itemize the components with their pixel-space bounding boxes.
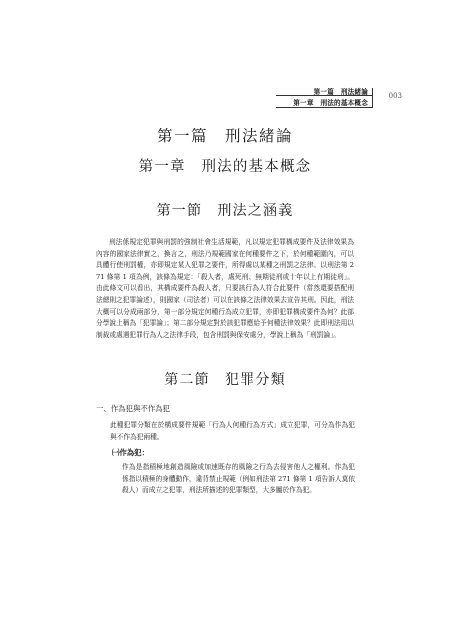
header-rule-bottom: [276, 107, 372, 108]
subsection-intro: 此種犯罪分類在於構成要件規範「行為人何種行為方式」成立犯罪，可分為作為犯與不作為犯兩種。: [110, 421, 355, 441]
section-title: 第一節 刑法之涵義: [156, 203, 294, 219]
item-paragraph: 作為是指積極地創造風險或加速既存的風險之行為去侵害他人之權利。作為犯係指以積極的身體動作，違背禁止規範（例如刑法第 271 條第 1 項告訴人莫依殺人）而成立之犯罪，刑法所描述的犯罪類型，大多屬於作為犯。: [122, 463, 355, 495]
section-title: 第二節 犯罪分類: [164, 372, 286, 388]
chapter-title: 第一章 刑法的基本概念: [138, 159, 312, 175]
header-chapter-label: 第一章 刑法的基本概念: [293, 99, 368, 107]
section-paragraph: 刑法係規定犯罪與刑罰的強制社會生活規範，凡以規定犯罪構成要件及法律效果為內容的國家法律實之，換言之，刑法乃規範國家在何種要件之下，於何種範圍內，可以具體行使刑罰權，亦即規定某人犯罪之要件，所得處以某種之刑罰之法律。以刑法第 271 條第 1 項為例，該條為規定：「殺人者，處死刑、無期徒刑或十年以上有期徒刑」。由此條文可以看出，其構成要件為殺人者，只要該行為人符合此要件（當然還要搭配刑法總則之犯罪論述），則國家（司法者）可以在該條之法律效果去宣告其刑。因此，刑法大概可以分成兩部分，第一部分規定何種行為成立犯罪，亦即犯罪構成要件為何？此部分學說上稱為「犯罪論」；第二部分規定對於該犯罪應給予何種法律效果？此即刑法用以制裁或處遇犯罪行為人之法律手段，包含刑罰與保安處分，學說上稱為「刑罰論」。: [96, 238, 354, 339]
header-part-label: 第一篇 刑法緒論: [313, 88, 368, 96]
part-title: 第一篇 刑法緒論: [156, 127, 293, 145]
header-divider: [372, 88, 373, 108]
item-heading: ㈠作為犯：: [112, 448, 149, 457]
running-header: [262, 86, 402, 110]
header-rule-top: [276, 95, 372, 96]
subsection-heading: 一、作為犯與不作為犯: [96, 404, 170, 413]
page-number: 003: [388, 92, 402, 100]
